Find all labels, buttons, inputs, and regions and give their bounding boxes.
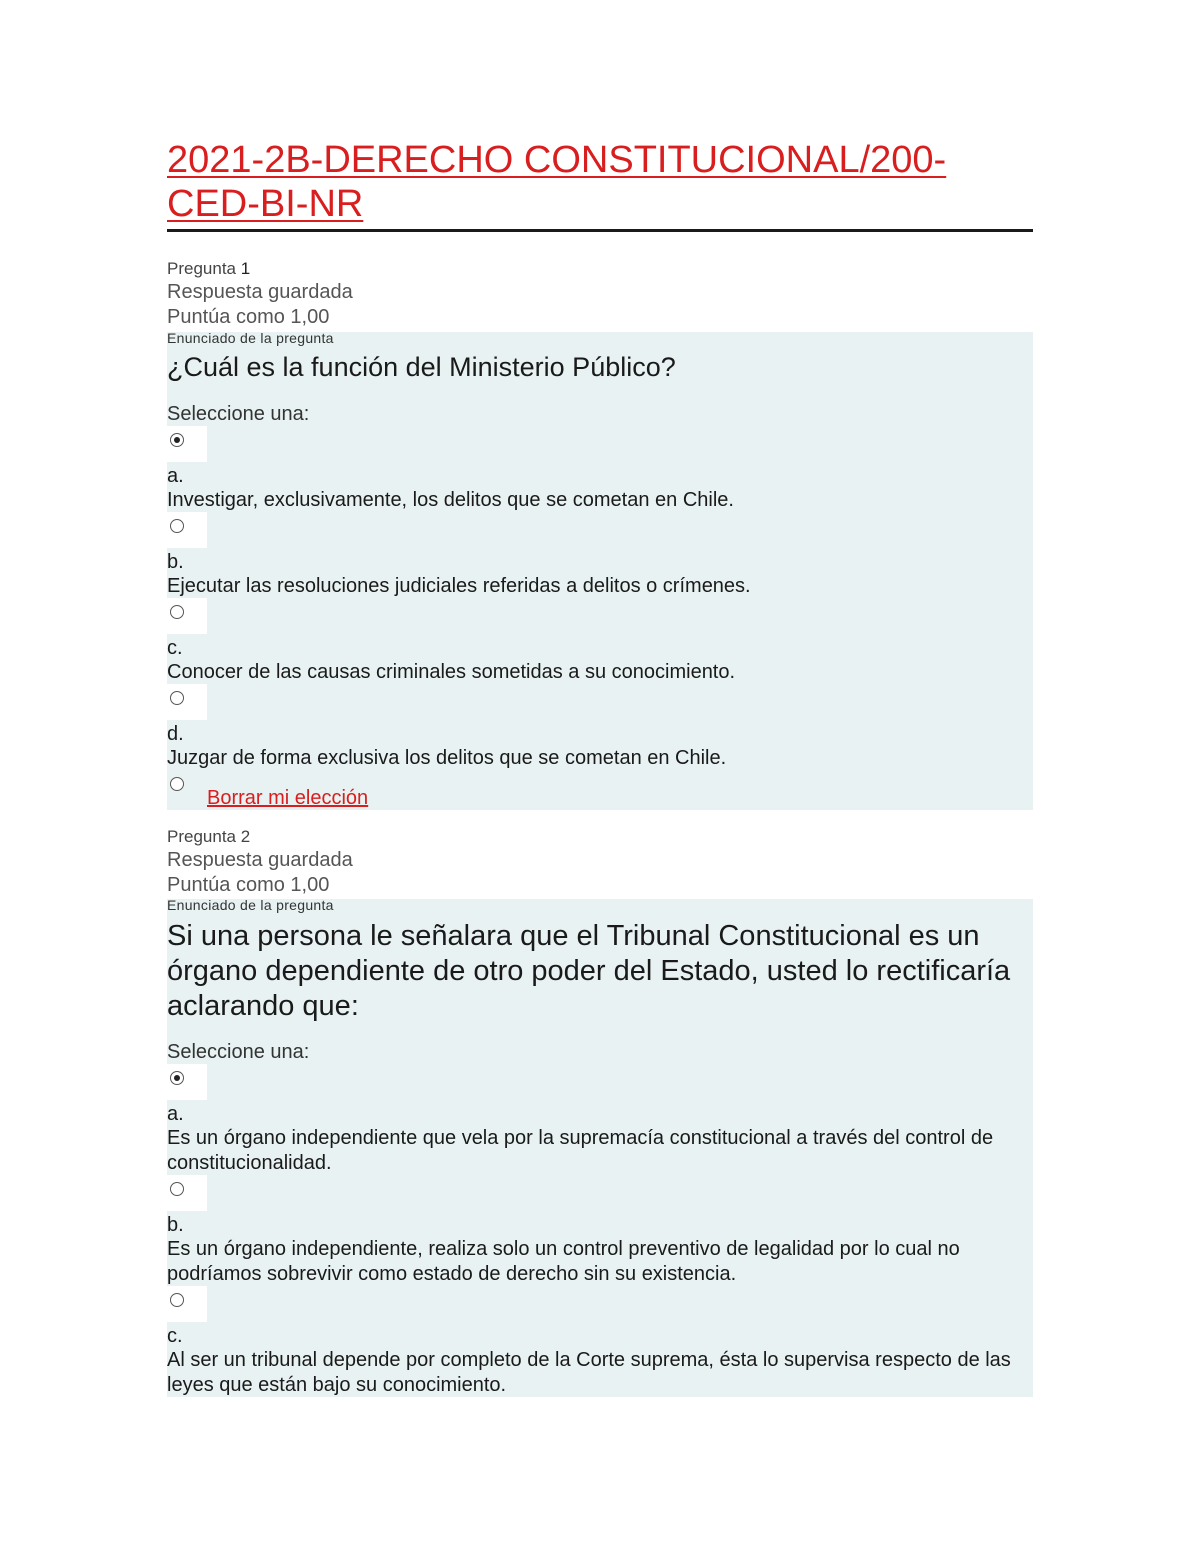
question-2-option-b-radio[interactable] <box>170 1182 184 1196</box>
question-1-content <box>167 332 1033 810</box>
question-2-option-a-text[interactable]: Es un órgano independiente que vela por la supremacía constitucional a través del control de constitucionalidad. <box>167 1127 994 1174</box>
question-2-option-c-radio-cell[interactable] <box>167 1286 207 1322</box>
document-title[interactable]: 2021-2B-DERECHO CONSTITUCIONAL/200-CED-BI-NR <box>167 139 947 225</box>
question-1-option-b-text[interactable]: Ejecutar las resoluciones judiciales referidas a delitos o crímenes. <box>167 575 751 597</box>
question-1-option-b-letter: b. <box>167 551 184 573</box>
question-1-option-c-radio[interactable] <box>170 605 184 619</box>
question-2-option-c-radio[interactable] <box>170 1293 184 1307</box>
question-2-option-b-letter: b. <box>167 1214 184 1236</box>
question-2-option-a-letter: a. <box>167 1103 184 1125</box>
question-1-option-b-radio[interactable] <box>170 519 184 533</box>
question-2-content <box>167 899 1033 1397</box>
question-2-option-c-text[interactable]: Al ser un tribunal depende por completo de la Corte suprema, ésta lo supervisa respecto de las leyes que están bajo su conocimiento. <box>167 1349 1011 1396</box>
question-1-option-a-text[interactable]: Investigar, exclusivamente, los delitos que se cometan en Chile. <box>167 489 734 511</box>
question-1-option-d-radio-cell[interactable] <box>167 684 207 720</box>
question-1-select-label: Seleccione una: <box>167 403 310 425</box>
question-1-info <box>167 258 1033 330</box>
question-1-text: ¿Cuál es la función del Ministerio Público? <box>167 352 676 382</box>
question-2-option-c-letter: c. <box>167 1325 183 1347</box>
question-2-select-label: Seleccione una: <box>167 1041 310 1063</box>
question-1-status: Respuesta guardada <box>167 281 353 303</box>
question-2-grade: Puntúa como 1,00 <box>167 874 330 896</box>
question-1-clear-radio-cell[interactable] <box>167 770 207 806</box>
question-2-status: Respuesta guardada <box>167 849 353 871</box>
question-1-option-c-text[interactable]: Conocer de las causas criminales sometidas a su conocimiento. <box>167 661 736 683</box>
title-divider <box>167 229 1033 232</box>
question-1-number: Pregunta 1 <box>167 259 251 278</box>
question-1-clear-choice-link[interactable]: Borrar mi elección <box>207 787 369 809</box>
question-1-option-b-radio-cell[interactable] <box>167 512 207 548</box>
question-1-option-d-radio[interactable] <box>170 691 184 705</box>
question-2-option-a-radio[interactable] <box>170 1071 184 1085</box>
question-2-option-b-text[interactable]: Es un órgano independiente, realiza solo un control preventivo de legalidad por lo cual no podríamos sobrevivir como estado de derecho sin su existencia. <box>167 1238 960 1285</box>
question-1-option-d-letter: d. <box>167 723 184 745</box>
question-1-option-c-radio-cell[interactable] <box>167 598 207 634</box>
question-1-enunciado-label: Enunciado de la pregunta <box>167 330 334 346</box>
question-2-text: Si una persona le señalara que el Tribunal Constitucional es un órgano dependiente de otro poder del Estado, usted lo rectificaría aclarando que: <box>167 920 1011 1022</box>
question-2-option-b-radio-cell[interactable] <box>167 1175 207 1211</box>
question-1-option-c-letter: c. <box>167 637 183 659</box>
question-2-number: Pregunta 2 <box>167 827 251 846</box>
question-2-option-a-radio-cell[interactable] <box>167 1064 207 1100</box>
question-1-option-a-radio[interactable] <box>170 433 184 447</box>
question-2-info <box>167 826 1033 898</box>
question-2-enunciado-label: Enunciado de la pregunta <box>167 897 334 913</box>
question-1-option-a-letter: a. <box>167 465 184 487</box>
question-1-option-a-radio-cell[interactable] <box>167 426 207 462</box>
question-1-clear-radio[interactable] <box>170 777 184 791</box>
question-1-option-d-text[interactable]: Juzgar de forma exclusiva los delitos que se cometan en Chile. <box>167 747 727 769</box>
question-1-grade: Puntúa como 1,00 <box>167 306 330 328</box>
